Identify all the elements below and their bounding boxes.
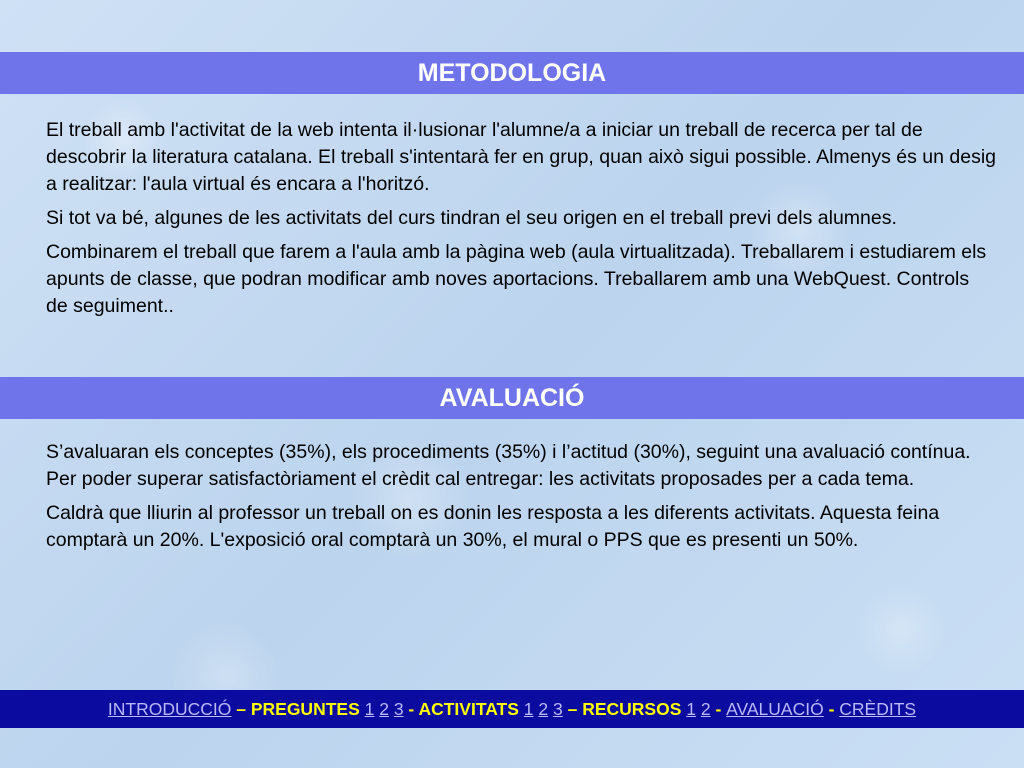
section-title-avaluacio: AVALUACIÓ bbox=[439, 384, 585, 412]
nav-separator-4: - bbox=[710, 699, 727, 719]
bottom-navigation-bar bbox=[0, 690, 1024, 728]
avaluacio-paragraph-1: S’avaluaran els conceptes (35%), els procediments (35%) i l’actitud (30%), seguint una avaluació contínua. Per poder superar satisfactòriament el crèdit cal entregar: les activitats proposades per a cada tema. bbox=[46, 441, 971, 490]
avaluacio-paragraph-2: Caldrà que lliurin al professor un treball on es donin les resposta a les diferents activitats. Aquesta feina comptarà un 20%. L'exposició oral comptarà un 30%, el mural o PPS que es presenti un 50%. bbox=[46, 502, 940, 551]
nav-link-recursos-1[interactable]: 1 bbox=[686, 699, 696, 719]
metodologia-paragraph-2: Si tot va bé, algunes de les activitats del curs tindran el seu origen en el treball previ dels alumnes. bbox=[46, 207, 897, 229]
nav-link-recursos-2[interactable]: 2 bbox=[700, 699, 711, 719]
nav-link-activitats-1[interactable]: 1 bbox=[523, 699, 534, 719]
nav-link-activitats-2[interactable]: 2 bbox=[538, 699, 549, 719]
nav-link-preguntes-1[interactable]: 1 bbox=[364, 699, 375, 719]
nav-link-preguntes-3[interactable]: 3 bbox=[393, 699, 404, 719]
metodologia-content bbox=[46, 117, 996, 327]
nav-label-preguntes: – PREGUNTES bbox=[231, 699, 365, 719]
section-header-metodologia bbox=[0, 52, 1024, 94]
section-title-metodologia: METODOLOGIA bbox=[417, 59, 607, 87]
nav-label-activitats: - ACTIVITATS bbox=[403, 699, 524, 719]
nav-link-introduccio[interactable]: INTRODUCCIÓ bbox=[107, 699, 232, 719]
nav-label-recursos: – RECURSOS bbox=[562, 699, 687, 719]
nav-link-credits[interactable]: CRÈDITS bbox=[839, 699, 917, 719]
avaluacio-content bbox=[46, 439, 996, 561]
nav-link-activitats-3[interactable]: 3 bbox=[553, 699, 563, 719]
nav-separator-5: - bbox=[823, 699, 840, 719]
nav-link-preguntes-2[interactable]: 2 bbox=[379, 699, 389, 719]
section-header-avaluacio bbox=[0, 377, 1024, 419]
metodologia-paragraph-3: Combinarem el treball que farem a l'aula amb la pàgina web (aula virtualitzada). Treballarem i estudiarem els apunts de classe, que podran modificar amb noves aportacions. Treballarem amb una WebQuest. Controls de seguiment.. bbox=[46, 241, 987, 317]
nav-link-avaluacio[interactable]: AVALUACIÓ bbox=[726, 699, 824, 719]
metodologia-paragraph-1: El treball amb l'activitat de la web intenta il·lusionar l'alumne/a a iniciar un treball de recerca per tal de descobrir la literatura catalana. El treball s'intentarà fer en grup, quan això sigui possible. Almenys és un desig a realitzar: l'aula virtual és encara a l'horitzó. bbox=[46, 119, 997, 195]
